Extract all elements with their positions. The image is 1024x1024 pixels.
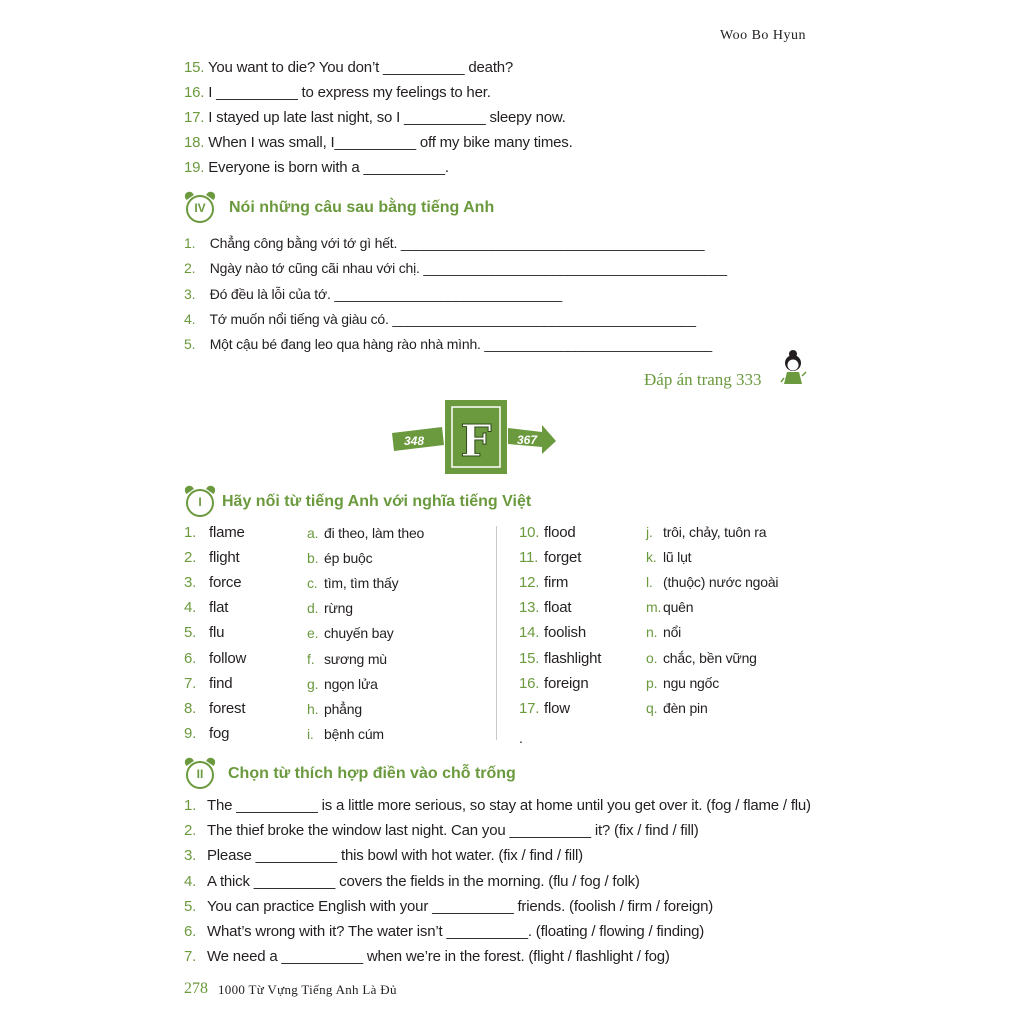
- word: flashlight: [544, 650, 602, 667]
- item-number: 5.: [184, 336, 196, 352]
- item-number: 1.: [184, 797, 197, 814]
- item-number: 3.: [184, 574, 197, 591]
- meaning: đi theo, làm theo: [324, 525, 425, 541]
- meaning: nổi: [663, 624, 682, 640]
- word-item: [184, 724, 229, 744]
- item-number: 6.: [184, 650, 197, 667]
- meaning-item: [307, 649, 387, 669]
- girl-illustration-icon: [778, 348, 808, 388]
- meaning: (thuộc) nước ngoài: [663, 574, 779, 590]
- item-number: 10.: [519, 524, 540, 541]
- meaning-item: [307, 699, 362, 719]
- word-item: [519, 674, 588, 694]
- item-text: Đó đều là lỗi của tớ. ______________________________: [209, 286, 562, 302]
- item-letter: a.: [307, 525, 319, 541]
- meaning-item: [307, 573, 398, 593]
- chapter-nav: [392, 400, 558, 474]
- word-item: [519, 598, 571, 618]
- item-letter: d.: [307, 600, 319, 616]
- item-letter: p.: [646, 675, 658, 691]
- item-letter: j.: [646, 524, 653, 540]
- item-number: 5.: [184, 624, 197, 641]
- exercise-item: [184, 897, 713, 917]
- meaning: sương mù: [324, 651, 387, 667]
- meaning: ngọn lửa: [324, 676, 378, 692]
- meaning-item: [646, 673, 719, 693]
- word-item: [519, 548, 581, 568]
- word: flow: [544, 700, 570, 717]
- meaning: chuyến bay: [324, 625, 394, 641]
- item-text: We need a __________ when we’re in the forest. (flight / flashlight / fog): [207, 948, 670, 965]
- word: find: [209, 675, 233, 692]
- item-number: 15.: [184, 59, 205, 76]
- item-letter: i.: [307, 726, 314, 742]
- item-number: 4.: [184, 599, 197, 616]
- meaning: rừng: [324, 600, 353, 616]
- section-badge: II: [196, 767, 204, 781]
- word: firm: [544, 574, 569, 591]
- item-letter: c.: [307, 575, 318, 591]
- item-letter: n.: [646, 624, 658, 640]
- item-number: 1.: [184, 235, 196, 251]
- item-number: 12.: [519, 574, 540, 591]
- word: flame: [209, 524, 245, 541]
- meaning-item: [646, 698, 708, 718]
- item-number: 8.: [184, 700, 197, 717]
- word-item: [184, 649, 246, 669]
- item-text: What’s wrong with it? The water isn’t __________. (floating / flowing / finding): [207, 923, 705, 940]
- item-letter: o.: [646, 650, 658, 666]
- exercise-item: [184, 284, 562, 304]
- item-number: 5.: [184, 898, 197, 915]
- item-text: When I was small, I__________ off my bike many times.: [208, 134, 573, 151]
- meaning-item: [646, 622, 681, 642]
- word: flight: [209, 549, 240, 566]
- item-letter: l.: [646, 574, 653, 590]
- exercise-item: [184, 334, 712, 354]
- item-text: Everyone is born with a __________.: [208, 159, 449, 176]
- item-number: 4.: [184, 873, 197, 890]
- exercise-item: [184, 821, 699, 841]
- word-item: [519, 699, 570, 719]
- section-badge: I: [198, 495, 202, 509]
- item-text: Ngày nào tớ cũng cãi nhau với chị. ________________________________________: [209, 260, 727, 276]
- word-item: [184, 623, 224, 643]
- item-letter: k.: [646, 549, 657, 565]
- section-badge: IV: [194, 201, 206, 215]
- exercise-item: [184, 58, 513, 78]
- exercise-item: [184, 158, 449, 178]
- exercise-item: [184, 83, 491, 103]
- word: forget: [544, 549, 582, 566]
- item-number: 9.: [184, 725, 197, 742]
- word: flu: [209, 624, 225, 641]
- meaning-item: [307, 523, 424, 543]
- meaning: ép buộc: [324, 550, 373, 566]
- meaning-item: [646, 547, 691, 567]
- chapter-letter: F: [460, 416, 492, 467]
- meaning: chắc, bền vững: [663, 650, 757, 666]
- exercise-item: [184, 846, 583, 866]
- item-letter: m.: [646, 599, 662, 615]
- exercise-item: [184, 872, 640, 892]
- meaning-item: [307, 724, 384, 744]
- item-number: 1.: [184, 524, 197, 541]
- column-divider: [496, 526, 497, 740]
- item-number: 11.: [519, 549, 539, 566]
- meaning-item: [646, 648, 757, 668]
- item-number: 2.: [184, 549, 197, 566]
- exercise-item: [184, 258, 727, 278]
- item-number: 19.: [184, 159, 205, 176]
- meaning-item: [646, 522, 766, 542]
- item-number: 2.: [184, 822, 197, 839]
- word-item: [184, 699, 245, 719]
- word: float: [544, 599, 572, 616]
- meaning: tìm, tìm thấy: [324, 575, 399, 591]
- book-title: 1000 Từ Vựng Tiếng Anh Là Đủ: [218, 982, 397, 997]
- word-item: [519, 573, 568, 593]
- section-title: Chọn từ thích hợp điền vào chỗ trống: [228, 765, 516, 782]
- exercise-item: [184, 233, 704, 253]
- alarm-clock-icon: [186, 489, 214, 517]
- exercise-item: [184, 947, 670, 967]
- word: foreign: [544, 675, 589, 692]
- item-letter: g.: [307, 676, 319, 692]
- item-number: 13.: [519, 599, 540, 616]
- meaning: lũ lụt: [663, 549, 692, 565]
- word-item: [184, 548, 240, 568]
- alarm-clock-icon: [186, 195, 214, 223]
- meaning: ngu ngốc: [663, 675, 720, 691]
- meaning-item: [646, 597, 693, 617]
- meaning-item: [307, 548, 372, 568]
- meaning-item: [307, 623, 394, 643]
- exercise-item: [184, 309, 696, 329]
- item-number: 17.: [519, 700, 540, 717]
- item-text: You want to die? You don’t __________ death?: [207, 59, 514, 76]
- item-number: 16.: [519, 675, 540, 692]
- meaning-item: [646, 572, 778, 592]
- word-item: [184, 598, 228, 618]
- word-item: [184, 573, 241, 593]
- item-text: Chẳng công bằng với tớ gì hết. ________________________________________: [209, 235, 705, 251]
- section-title: Nói những câu sau bằng tiếng Anh: [229, 199, 495, 216]
- word: flood: [544, 524, 576, 541]
- item-text: Một cậu bé đang leo qua hàng rào nhà mình. ______________________________: [209, 336, 713, 352]
- next-page[interactable]: 367: [516, 433, 538, 447]
- item-text: The __________ is a little more serious, so stay at home until you get over it. (fog / flame / flu): [207, 797, 811, 814]
- word-item: [184, 523, 245, 543]
- word: follow: [209, 650, 247, 667]
- word-item: [184, 674, 232, 694]
- meaning: bệnh cúm: [324, 726, 384, 742]
- word-item: [519, 623, 586, 643]
- item-number: 15.: [519, 650, 540, 667]
- item-letter: b.: [307, 550, 319, 566]
- item-number: 14.: [519, 624, 540, 641]
- meaning: trôi, chảy, tuôn ra: [663, 524, 767, 540]
- item-letter: q.: [646, 700, 658, 716]
- prev-page[interactable]: 348: [403, 434, 425, 448]
- item-letter: h.: [307, 701, 319, 717]
- word: fog: [209, 725, 230, 742]
- exercise-item: [184, 796, 811, 816]
- meaning: quên: [663, 599, 694, 615]
- item-number: 17.: [184, 109, 205, 126]
- item-text: I stayed up late last night, so I __________ sleepy now.: [208, 109, 566, 126]
- item-text: I __________ to express my feelings to her.: [208, 84, 491, 101]
- meaning: phẳng: [324, 701, 362, 717]
- word-item: [519, 649, 601, 669]
- item-text: A thick __________ covers the fields in the morning. (flu / fog / folk): [207, 873, 640, 890]
- item-number: 7.: [184, 675, 197, 692]
- alarm-clock-icon: [186, 761, 214, 789]
- exercise-item: [184, 108, 566, 128]
- item-letter: e.: [307, 625, 319, 641]
- item-number: 6.: [184, 923, 197, 940]
- meaning-item: [307, 674, 378, 694]
- author-name: Woo Bo Hyun: [720, 28, 807, 43]
- item-letter: f.: [307, 651, 315, 667]
- word: forest: [209, 700, 246, 717]
- item-number: 2.: [184, 260, 196, 276]
- item-number: 16.: [184, 84, 205, 101]
- item-text: Tớ muốn nổi tiếng và giàu có. ________________________________________: [209, 311, 696, 327]
- meaning: đèn pin: [663, 700, 708, 716]
- item-number: 18.: [184, 134, 205, 151]
- meaning-item: [307, 598, 353, 618]
- item-number: 4.: [184, 311, 196, 327]
- word: flat: [209, 599, 229, 616]
- item-text: Please __________ this bowl with hot water. (fix / find / fill): [207, 847, 583, 864]
- page-number: 278: [184, 980, 208, 997]
- item-text: The thief broke the window last night. Can you __________ it? (fix / find / fill): [207, 822, 699, 839]
- item-number: 3.: [184, 286, 196, 302]
- section-title: Hãy nối từ tiếng Anh với nghĩa tiếng Việt: [222, 493, 532, 510]
- answer-reference: Đáp án trang 333: [644, 370, 762, 389]
- stray-mark: .: [519, 730, 523, 746]
- word: force: [209, 574, 242, 591]
- exercise-item: [184, 133, 573, 153]
- exercise-item: [184, 922, 704, 942]
- item-number: 7.: [184, 948, 197, 965]
- item-number: 3.: [184, 847, 197, 864]
- item-text: You can practice English with your __________ friends. (foolish / firm / foreign): [207, 898, 714, 915]
- word: foolish: [544, 624, 586, 641]
- word-item: [519, 523, 576, 543]
